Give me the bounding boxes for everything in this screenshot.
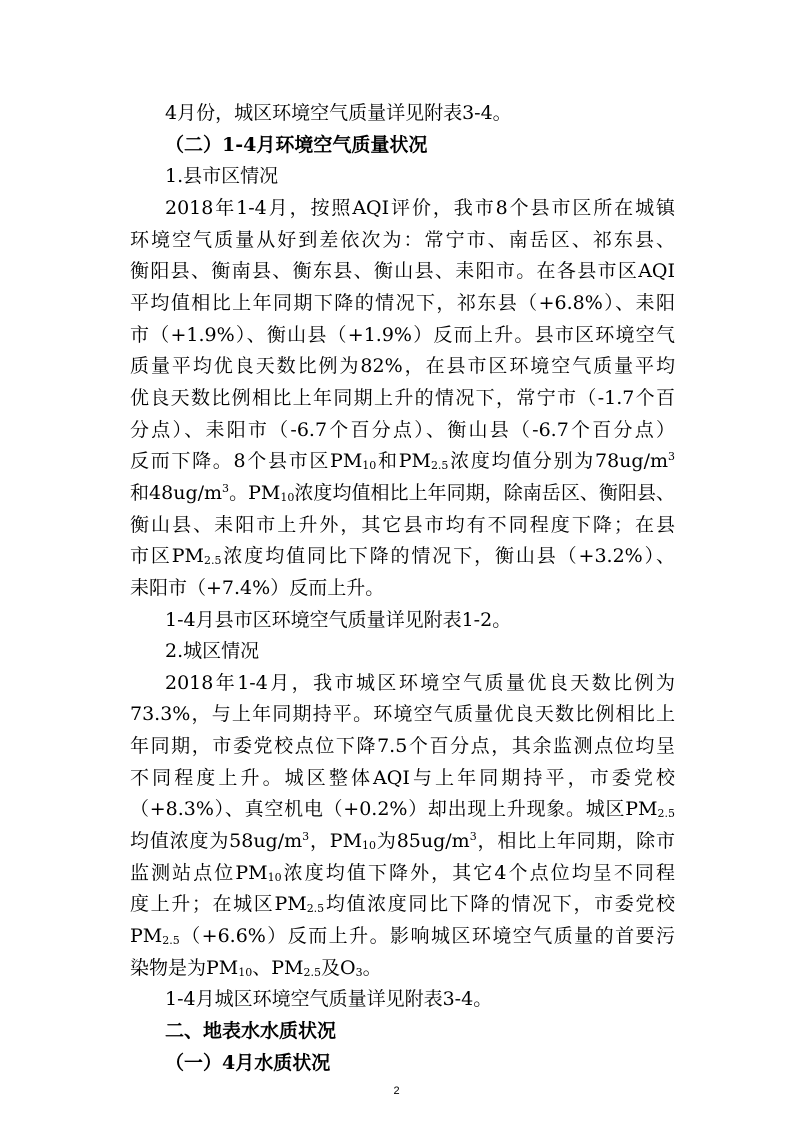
text-line: 2018年1-4月，我市城区环境空气质量优良天数比例为 [165, 672, 675, 694]
text-line: 均值浓度为$58ug/m^3$，$PM_{10}$为$85ug/m^3$，相比上年同期，除市 [130, 830, 675, 852]
text-line: 反而下降。8个县市区$PM_{10}$和$PM_{2.5}$浓度均值分别为$78ug/m^3$ [130, 450, 676, 472]
page-number: 2 [393, 1085, 400, 1097]
section-heading-april-water: （一）4月水质状况 [165, 1052, 331, 1074]
text-line: 环境空气质量从好到差依次为：常宁市、南岳区、祁东县、 [130, 229, 675, 251]
text-line: 监测站点位$PM_{10}$浓度均值下降外，其它4个点位均呈不同程 [130, 862, 675, 884]
text-line: 质量平均优良天数比例为82%，在县市区环境空气质量平均 [130, 355, 675, 377]
paragraph-city-table-ref: 1-4月城区环境空气质量详见附表3-4。 [165, 988, 493, 1010]
text-line: 73.3%，与上年同期持平。环境空气质量优良天数比例相比上 [130, 703, 675, 725]
text-line: 衡山县、耒阳市上升外，其它县市均有不同程度下降；在县 [130, 514, 675, 536]
text-line: $PM_{2.5}(+6.6\%)$反而上升。影响城区环境空气质量的首要污 [130, 925, 675, 947]
subheading-county: 1.县市区情况 [165, 165, 279, 187]
text-line: 不同程度上升。城区整体AQI与上年同期持平，市委党校 [130, 767, 675, 789]
text-line: 优良天数比例相比上年同期上升的情况下，常宁市（-1.7个百 [130, 387, 675, 409]
text-line: 分点）、耒阳市（-6.7个百分点）、衡山县（-6.7个百分点） [130, 419, 675, 441]
subheading-city: 2.城区情况 [165, 640, 260, 662]
text-line: 2018年1-4月，按照AQI评价，我市8个县市区所在城镇 [165, 197, 675, 219]
text-line: 市（+1.9%）、衡山县（+1.9%）反而上升。县市区环境空气 [130, 324, 675, 346]
text-line: 衡阳县、衡南县、衡东县、衡山县、耒阳市。在各县市区AQI [130, 260, 675, 282]
text-line: 度上升；在城区$PM_{2.5}$均值浓度同比下降的情况下，市委党校 [130, 893, 675, 915]
text-line: 耒阳市（+7.4%）反而上升。 [130, 577, 385, 599]
text-line: （+8.3%）、真空机电（+0.2%）却出现上升现象。城区$PM_{2.5}$ [130, 798, 675, 820]
text-line: 市区$PM_{2.5}$浓度均值同比下降的情况下，衡山县（+3.2%）、 [130, 545, 675, 567]
paragraph-county-table-ref: 1-4月县市区环境空气质量详见附表1-2。 [165, 609, 512, 631]
text-line: 和$48ug/m^3$。$PM_{10}$浓度均值相比上年同期，除南岳区、衡阳县、 [130, 482, 675, 504]
text-line: 平均值相比上年同期下降的情况下，祁东县（+6.8%）、耒阳 [130, 292, 675, 314]
text-line: 年同期，市委党校点位下降7.5个百分点，其余监测点位均呈 [130, 735, 675, 757]
paragraph-intro: 4月份，城区环境空气质量详见附表3-4。 [165, 102, 512, 124]
section-heading-water: 二、地表水水质状况 [165, 1020, 337, 1042]
text-line: 染物是为$PM_{10}$、$PM_{2.5}$及$O_3$。 [130, 957, 382, 979]
section-heading-2: （二）1-4月环境空气质量状况 [165, 134, 428, 156]
